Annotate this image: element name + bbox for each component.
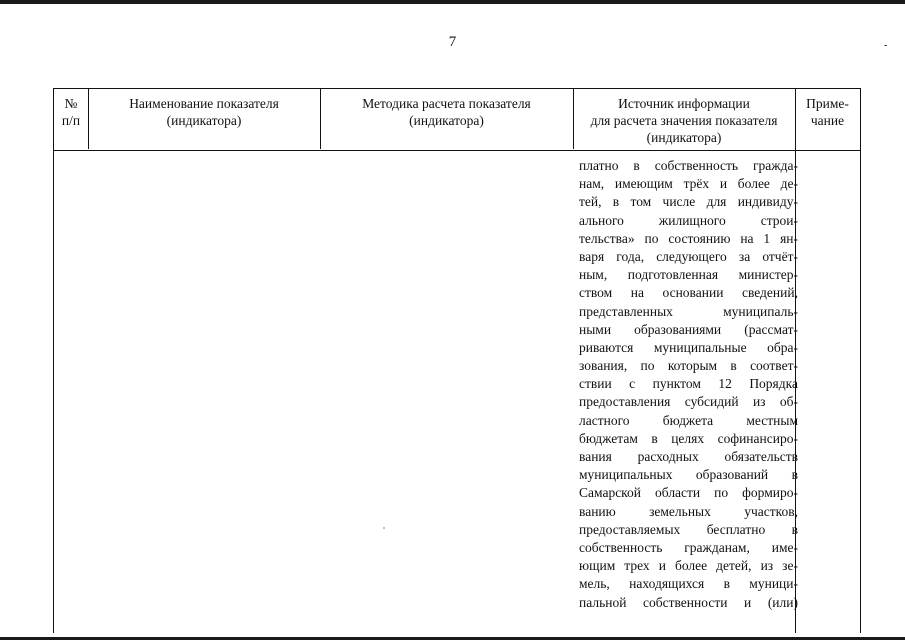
header-number-line: № bbox=[64, 96, 78, 111]
source-text-word: (или) bbox=[767, 594, 798, 610]
source-text-line bbox=[579, 284, 798, 302]
source-text-line bbox=[579, 375, 798, 393]
source-text-word: собственности bbox=[643, 594, 728, 610]
source-text-word: по bbox=[640, 358, 655, 374]
source-text-word: индивиду- bbox=[737, 194, 798, 210]
source-text-line bbox=[579, 321, 798, 339]
source-text-word: в bbox=[612, 194, 620, 210]
source-text-word: де- bbox=[780, 176, 798, 192]
header-information-source bbox=[573, 95, 795, 146]
header-note-line: чание bbox=[810, 113, 845, 128]
source-text-word: в bbox=[651, 430, 658, 446]
source-text-word: жилищного bbox=[658, 212, 726, 228]
source-text-word: находящихся bbox=[629, 576, 705, 592]
source-text-line bbox=[579, 266, 798, 284]
header-note-line: Приме- bbox=[806, 96, 849, 111]
source-text-word: муници- bbox=[749, 576, 798, 592]
source-text-line bbox=[579, 230, 798, 248]
source-text-word: варя bbox=[579, 248, 605, 264]
header-information-source-line: Источник информации bbox=[618, 96, 750, 111]
source-text-word: более bbox=[737, 176, 770, 192]
source-text-word: предоставления bbox=[579, 394, 671, 410]
source-text-word: софинансиро- bbox=[717, 430, 798, 446]
source-text-word: и bbox=[658, 558, 666, 574]
source-text-word: из bbox=[752, 394, 766, 410]
scan-edge-top bbox=[0, 0, 905, 4]
page-number: 7 bbox=[448, 34, 457, 50]
source-text-word: ством bbox=[579, 285, 613, 301]
source-text-word: министер- bbox=[738, 267, 798, 283]
source-text-line bbox=[579, 503, 798, 521]
source-text-line bbox=[579, 557, 798, 575]
source-text-word: муниципаль- bbox=[723, 303, 798, 319]
header-information-source-line: (индикатора) bbox=[646, 130, 722, 145]
header-calculation-method bbox=[320, 95, 573, 129]
source-text-word: имеющим bbox=[614, 176, 673, 192]
source-text-word: име- bbox=[771, 539, 798, 555]
source-text-word: ян- bbox=[780, 230, 798, 246]
source-text-line bbox=[579, 539, 798, 557]
source-text-word: по bbox=[714, 485, 729, 501]
header-calculation-method-line: (индикатора) bbox=[409, 113, 484, 128]
source-text-word: Самарской bbox=[579, 485, 642, 501]
source-text-word: по bbox=[644, 230, 659, 246]
source-text-word: вания bbox=[579, 449, 612, 464]
source-text-word: (рассмат- bbox=[744, 321, 798, 337]
source-text-word: предоставляемых bbox=[579, 521, 681, 537]
source-text-line bbox=[579, 248, 798, 266]
source-text-line bbox=[579, 193, 798, 211]
source-text-word: зе- bbox=[782, 558, 798, 574]
source-text-word: гражда- bbox=[753, 158, 798, 173]
source-text-word: состоянию bbox=[668, 230, 731, 246]
source-text-word: бюджета bbox=[662, 412, 714, 428]
source-text-word: с bbox=[629, 376, 636, 392]
source-text-word: соответ- bbox=[750, 358, 798, 374]
source-text-word: на bbox=[740, 230, 754, 246]
source-text-word: Порядка bbox=[749, 376, 798, 392]
source-text-word: том bbox=[630, 194, 652, 210]
source-text-line bbox=[579, 412, 798, 430]
source-text-word: расходных bbox=[637, 449, 699, 464]
source-text-word: 1 bbox=[763, 230, 771, 246]
column-divider bbox=[573, 88, 574, 149]
source-text-word: трех bbox=[624, 558, 650, 574]
source-text-word: риваются bbox=[579, 339, 634, 355]
source-text-word: об- bbox=[779, 394, 798, 410]
source-text-word: собственность bbox=[654, 158, 739, 173]
source-text-word: бесплатно bbox=[706, 521, 766, 537]
source-text-word: за bbox=[738, 248, 751, 264]
source-text-word: тельства» bbox=[579, 230, 635, 246]
source-text-word: муниципальных bbox=[579, 467, 673, 483]
source-text-word: образованиями bbox=[634, 321, 722, 337]
source-text-word: в bbox=[791, 467, 798, 483]
source-text-word: ластного bbox=[579, 412, 630, 428]
source-text-word: которым bbox=[667, 358, 718, 374]
header-number bbox=[54, 95, 88, 129]
source-text-word: ющим bbox=[579, 558, 616, 574]
source-text-word: строи- bbox=[760, 212, 798, 228]
source-text-word: более bbox=[674, 558, 708, 574]
source-text-word: субсидий bbox=[684, 394, 739, 410]
header-note bbox=[795, 95, 860, 129]
header-calculation-method-line: Методика расчета показателя bbox=[362, 96, 531, 111]
source-text-word: пальной bbox=[579, 594, 627, 610]
source-text-word: трёх bbox=[683, 176, 710, 192]
source-text-word: земельных bbox=[649, 503, 711, 519]
source-text-line bbox=[579, 175, 798, 193]
source-text-word: местным bbox=[746, 412, 798, 428]
source-text-word: и bbox=[744, 594, 752, 610]
source-text-word: в bbox=[730, 358, 737, 374]
source-text-word: целях bbox=[671, 430, 705, 446]
source-text-line bbox=[579, 339, 798, 357]
source-text-word: обра- bbox=[767, 339, 798, 355]
source-text-word: года, bbox=[616, 248, 645, 264]
source-text-line bbox=[579, 594, 798, 612]
source-text-line bbox=[579, 521, 798, 539]
source-text-word: из bbox=[760, 558, 774, 574]
header-indicator-name-line: Наименование показателя bbox=[129, 96, 279, 111]
source-text-line bbox=[579, 357, 798, 375]
source-text-word: в bbox=[723, 576, 730, 592]
source-text-word: мель, bbox=[579, 576, 610, 592]
source-text-word: ными bbox=[579, 321, 612, 337]
source-text-word: зования, bbox=[579, 358, 628, 374]
source-text-word: ным, bbox=[579, 267, 608, 283]
source-text-word: 12 bbox=[718, 376, 732, 392]
source-text-word: сведений, bbox=[741, 285, 798, 301]
source-text-word: в bbox=[633, 158, 640, 173]
source-text-word: муниципальные bbox=[653, 339, 747, 355]
column-divider bbox=[88, 88, 89, 149]
source-text-word: собственность bbox=[579, 539, 663, 555]
information-source-cell-text bbox=[579, 157, 798, 612]
source-text-word: тей, bbox=[579, 194, 602, 210]
source-text-word: в bbox=[791, 521, 798, 537]
header-indicator-name bbox=[88, 95, 320, 129]
source-text-word: области bbox=[655, 485, 701, 501]
source-text-line bbox=[579, 484, 798, 502]
source-text-line bbox=[579, 430, 798, 448]
source-text-word: представленных bbox=[579, 303, 673, 319]
header-number-line: п/п bbox=[61, 113, 81, 128]
source-text-word: обязательств bbox=[724, 449, 798, 464]
source-text-word: платно bbox=[579, 158, 619, 173]
source-text-word: на bbox=[630, 285, 644, 301]
source-text-line bbox=[579, 448, 798, 466]
indicator-table bbox=[53, 88, 861, 633]
source-text-word: гражданам, bbox=[684, 539, 750, 555]
source-text-word: детей, bbox=[716, 558, 752, 574]
source-text-word: отчёт- bbox=[762, 248, 798, 264]
source-text-word: образований bbox=[695, 467, 769, 483]
source-text-word: нам, bbox=[579, 176, 605, 192]
source-text-word: ствии bbox=[579, 376, 612, 392]
source-text-word: и bbox=[719, 176, 728, 192]
header-information-source-line: для расчета значения показателя bbox=[590, 113, 778, 128]
source-text-line bbox=[579, 466, 798, 484]
corner-mark: - bbox=[884, 40, 888, 51]
source-text-line bbox=[579, 157, 798, 175]
source-text-word: числе bbox=[662, 194, 696, 210]
source-text-word: пунктом bbox=[652, 376, 701, 392]
column-divider bbox=[320, 88, 321, 149]
source-text-word: следующего bbox=[656, 248, 727, 264]
source-text-word: бюджетам bbox=[579, 430, 638, 446]
source-text-line bbox=[579, 393, 798, 411]
source-text-word: ального bbox=[579, 212, 624, 228]
source-text-word: участков, bbox=[744, 503, 798, 519]
source-text-word: формиро- bbox=[742, 485, 798, 501]
source-text-word: ванию bbox=[579, 503, 616, 519]
source-text-word: для bbox=[706, 194, 727, 210]
source-text-line bbox=[579, 212, 798, 230]
source-text-line bbox=[579, 575, 798, 593]
header-indicator-name-line: (индикатора) bbox=[166, 113, 242, 128]
source-text-word: основании bbox=[662, 285, 724, 301]
table-header-row bbox=[54, 88, 860, 151]
source-text-word: подготовленная bbox=[627, 267, 719, 283]
source-text-line bbox=[579, 303, 798, 321]
